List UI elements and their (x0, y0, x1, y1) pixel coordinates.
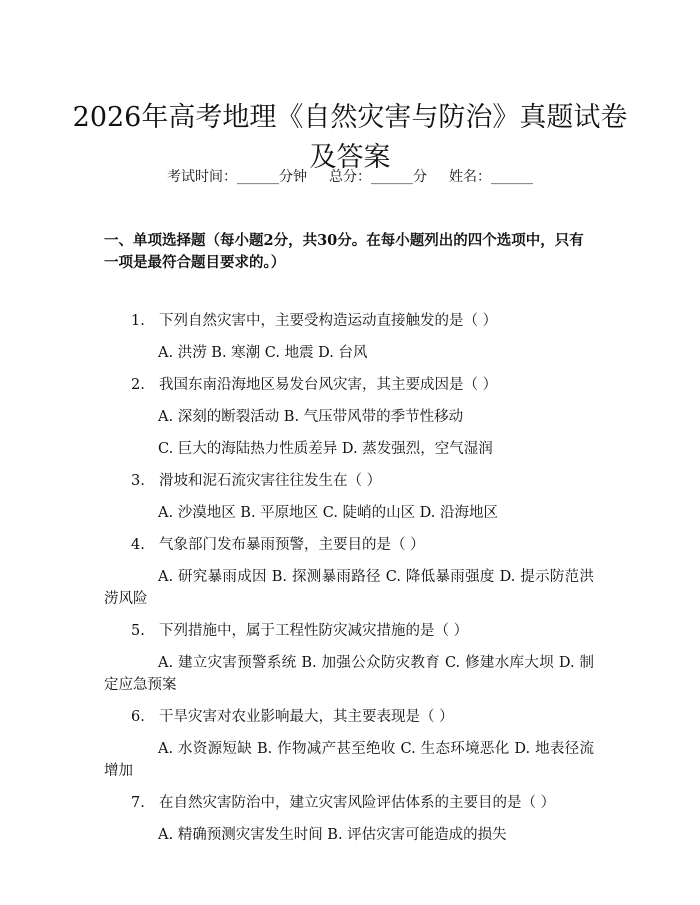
question-6 (131, 706, 601, 728)
question-3-options: A. 沙漠地区 B. 平原地区 C. 陡峭的山区 D. 沿海地区 (158, 505, 499, 521)
question-text: 下列措施中，属于工程性防灾减灾措施的是（ ） (159, 623, 469, 639)
question-7-options: A. 精确预测灾害发生时间 B. 评估灾害可能造成的损失 (158, 827, 507, 843)
question-number: 1. (131, 313, 145, 329)
document-title: 2026年高考地理《自然灾害与防治》真题试卷及答案 (72, 102, 628, 174)
question-3 (131, 470, 601, 492)
question-5 (131, 620, 601, 642)
question-number: 5. (131, 623, 145, 639)
question-text: 在自然灾害防治中，建立灾害风险评估体系的主要目的是（ ） (159, 795, 556, 811)
question-text: 滑坡和泥石流灾害往往发生在（ ） (159, 473, 382, 489)
question-4 (131, 534, 601, 556)
question-4-options: A. 研究暴雨成因 B. 探测暴雨路径 C. 降低暴雨强度 D. 提示防范洪涝风险 (104, 569, 594, 607)
exam-info (0, 167, 700, 187)
question-6-options: A. 水资源短缺 B. 作物减产甚至绝收 C. 生态环境恶化 D. 地表径流增加 (104, 741, 594, 779)
question-5-options: A. 建立灾害预警系统 B. 加强公众防灾教育 C. 修建水库大坝 D. 制定应急预案 (104, 655, 594, 693)
name-field: 姓名：______ (449, 169, 533, 185)
question-text: 干旱灾害对农业影响最大，其主要表现是（ ） (159, 709, 454, 725)
question-number: 6. (131, 709, 145, 725)
question-2-options-line-2: C. 巨大的海陆热力性质差异 D. 蒸发强烈，空气湿润 (158, 441, 493, 457)
question-number: 2. (131, 377, 145, 393)
total-score-field: 总分：______分 (329, 169, 427, 185)
question-2-options-line-1: A. 深刻的断裂活动 B. 气压带风带的季节性移动 (158, 409, 464, 425)
section-heading: 一、单项选择题（每小题2分，共30分。在每小题列出的四个选项中，只有一项是最符合题目要求的。） (104, 232, 584, 271)
question-number: 4. (131, 537, 145, 553)
question-text: 气象部门发布暴雨预警，主要目的是（ ） (159, 537, 425, 553)
exam-time-field: 考试时间：______分钟 (167, 169, 307, 185)
question-1 (131, 310, 601, 332)
question-text: 下列自然灾害中，主要受构造运动直接触发的是（ ） (159, 313, 498, 329)
question-1-options: A. 洪涝 B. 寒潮 C. 地震 D. 台风 (158, 345, 368, 361)
question-text: 我国东南沿海地区易发台风灾害，其主要成因是（ ） (159, 377, 498, 393)
question-number: 7. (131, 795, 145, 811)
question-7 (131, 792, 601, 814)
question-2 (131, 374, 601, 396)
question-number: 3. (131, 473, 145, 489)
